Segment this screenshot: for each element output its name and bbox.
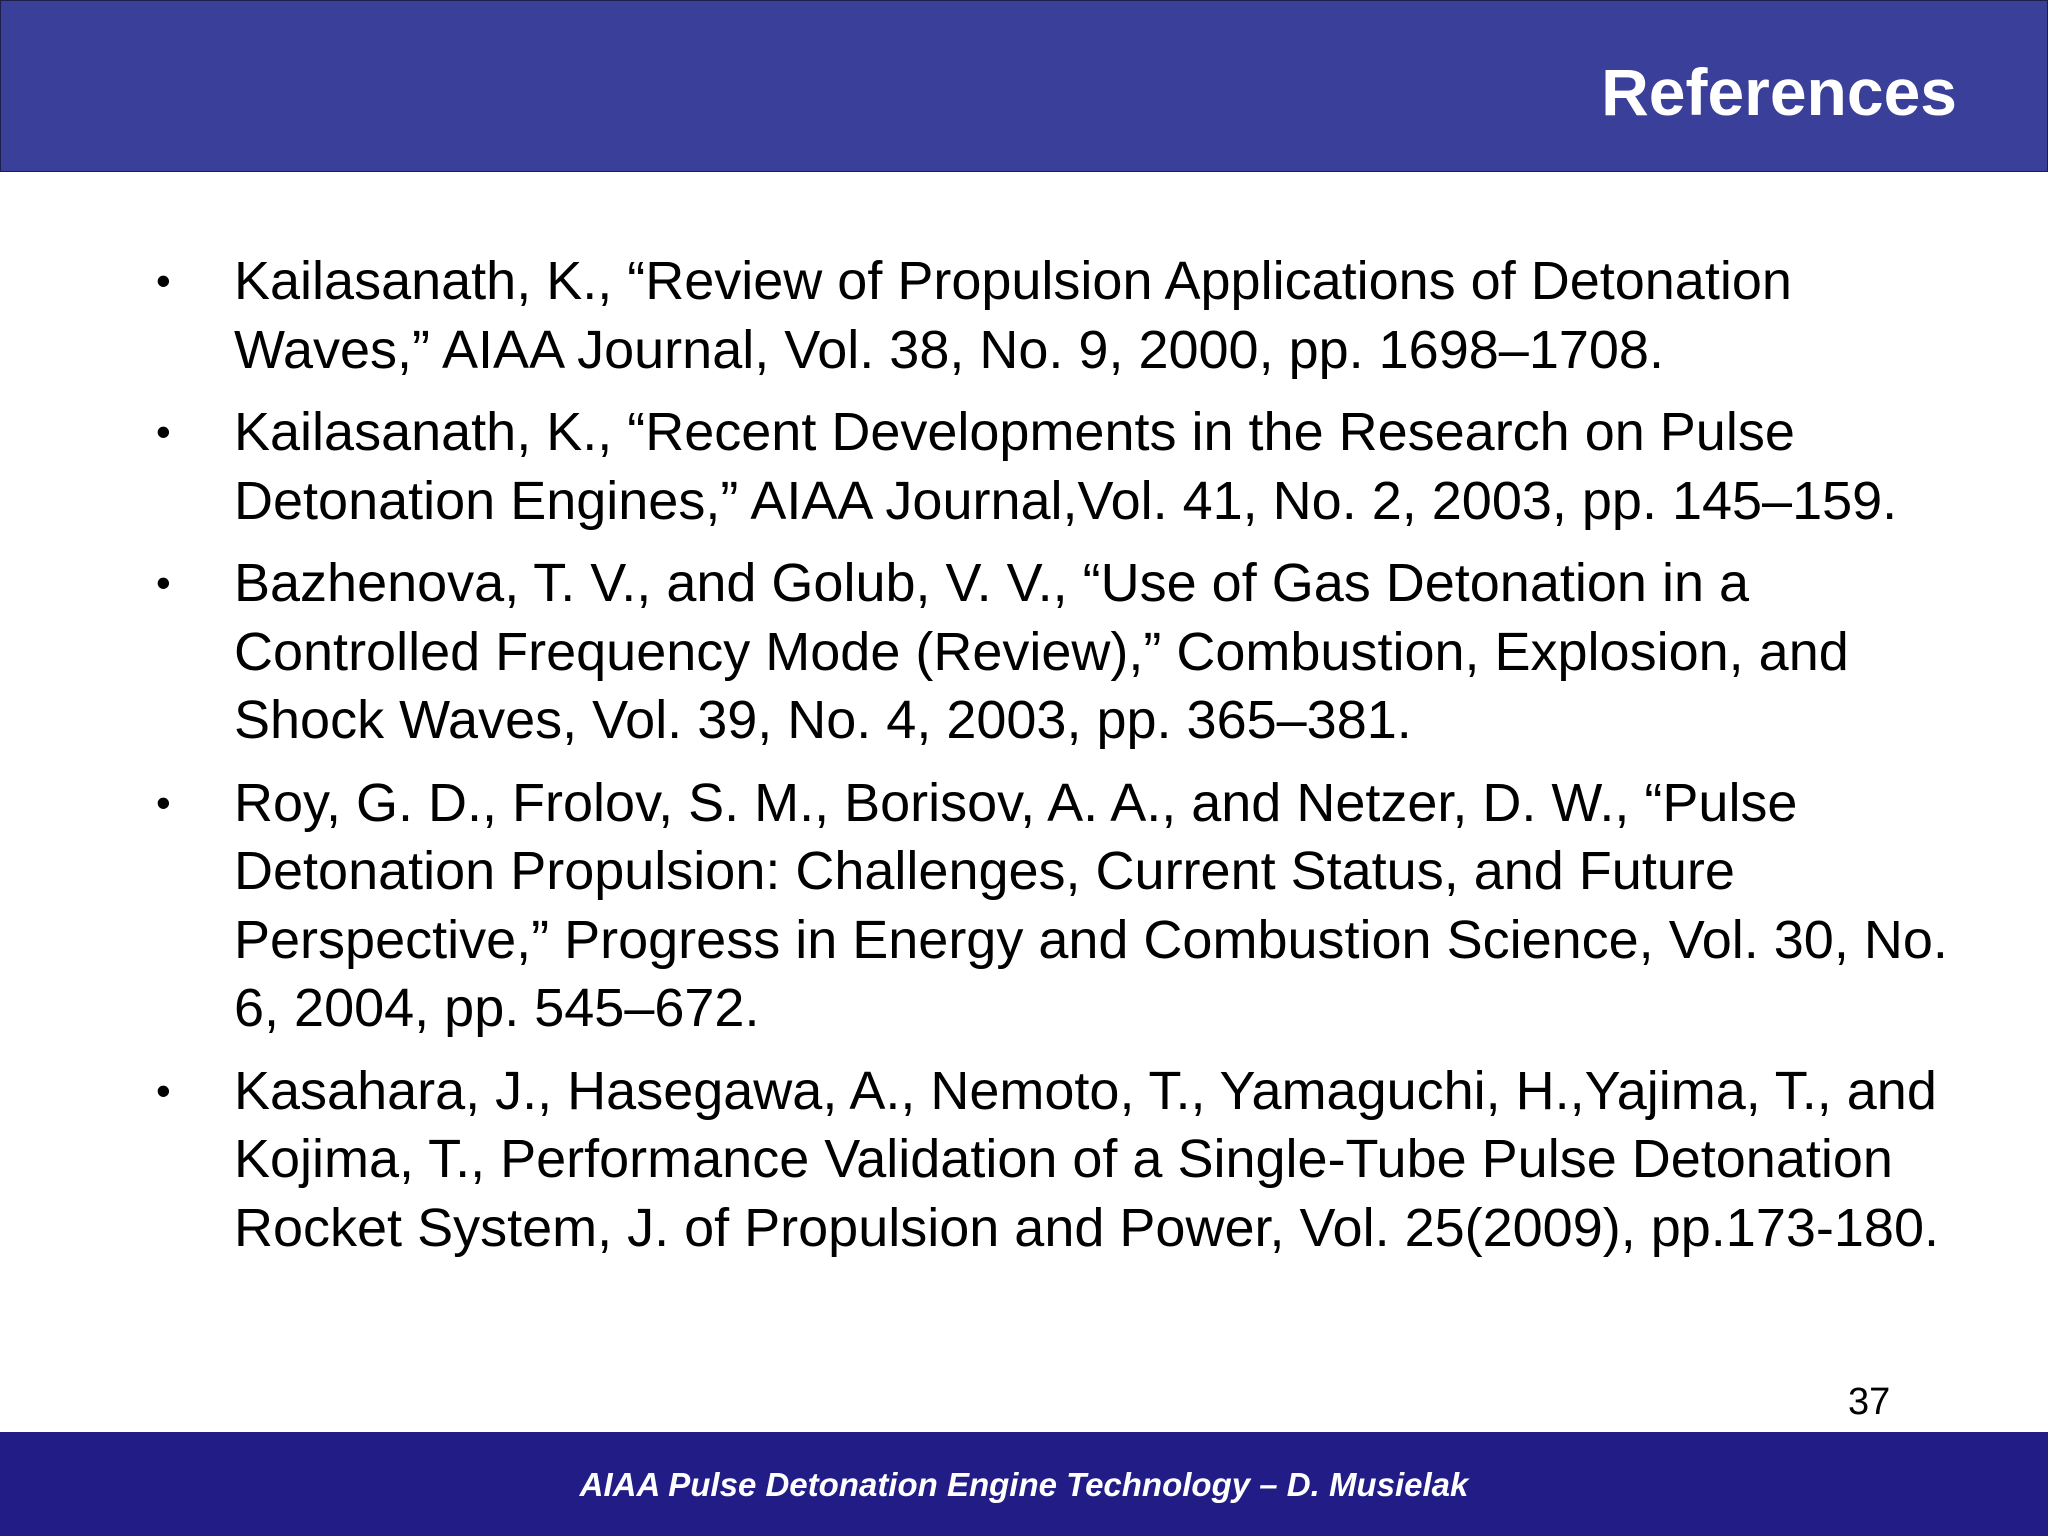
bullet-icon: • bbox=[156, 778, 171, 826]
bullet-icon: • bbox=[156, 408, 171, 455]
slide-title: References bbox=[1601, 55, 1957, 129]
footer-bar bbox=[0, 1432, 2048, 1536]
page-number: 37 bbox=[1848, 1381, 1891, 1423]
bullet-icon: • bbox=[156, 559, 171, 606]
reference-text: Roy, G. D., Frolov, S. M., Borisov, A. A., and Netzer, D. W., “Pulse Detonation Propulsion: Challenges, Current Status, and Future Perspective,” Progress in Energy and Combustion Science, Vol. 30, No. 6, 2004, pp. 545–672. bbox=[234, 772, 1948, 1038]
footer-text: AIAA Pulse Detonation Engine Technology – D. Musielak bbox=[579, 1466, 1469, 1503]
reference-text: Bazhenova, T. V., and Golub, V. V., “Use of Gas Detonation in a Controlled Frequency Mode (Review),” Combustion, Explosion, and Shock Waves, Vol. 39, No. 4, 2003, pp. 365–381. bbox=[234, 553, 1849, 750]
reference-list bbox=[150, 247, 1970, 1276]
header-bar bbox=[0, 0, 2048, 172]
reference-text: Kailasanath, K., “Review of Propulsion Applications of Detonation Waves,” AIAA Journal, Vol. 38, No. 9, 2000, pp. 1698–1708. bbox=[234, 251, 1792, 380]
reference-item bbox=[150, 398, 1970, 535]
reference-item bbox=[150, 549, 1970, 755]
reference-item bbox=[150, 769, 1970, 1043]
reference-item bbox=[150, 247, 1970, 384]
bullet-icon: • bbox=[156, 257, 171, 304]
reference-item bbox=[150, 1057, 1970, 1263]
reference-text: Kasahara, J., Hasegawa, A., Nemoto, T., Yamaguchi, H.,Yajima, T., and Kojima, T., Performance Validation of a Single-Tube Pulse Detonation Rocket System, J. of Propulsion and Power, Vol. 25(2009), pp.173-180. bbox=[234, 1060, 1939, 1258]
bullet-icon: • bbox=[156, 1066, 171, 1114]
reference-text: Kailasanath, K., “Recent Developments in the Research on Pulse Detonation Engines,” AIAA Journal,Vol. 41, No. 2, 2003, pp. 145–159. bbox=[234, 402, 1898, 531]
